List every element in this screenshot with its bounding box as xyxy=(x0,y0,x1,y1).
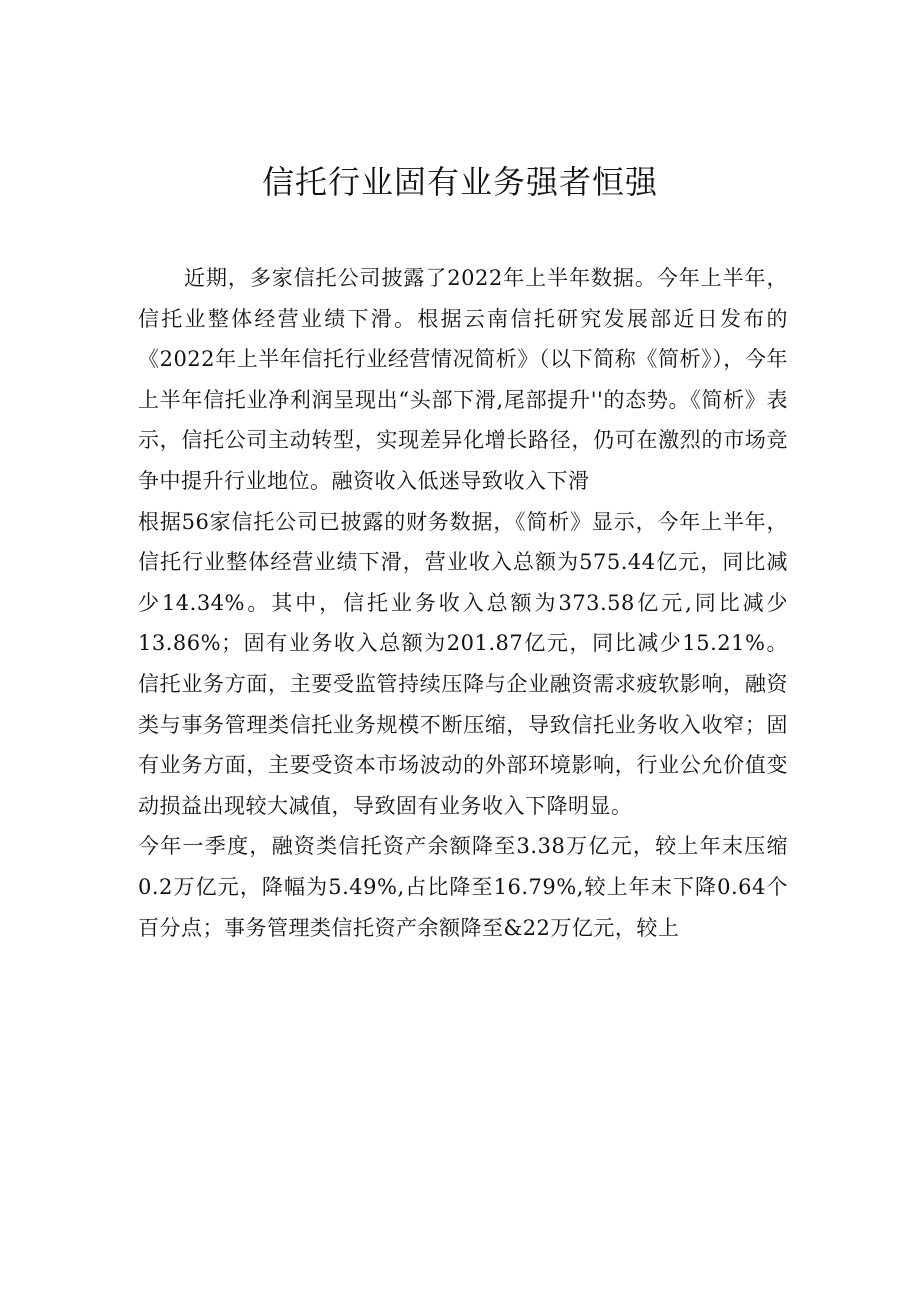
document-title: 信托行业固有业务强者恒强 xyxy=(261,163,658,201)
paragraph-revenue: 根据56家信托公司已披露的财务数据，《简析》显示，今年上半年，信托行业整体经营业绩下滑，营业收入总额为575.44亿元，同比减少14.34%。其中，信托业务收入总额为373.58亿元,同比减少13.86%；固有业务收入总额为201.87亿元，同比减少15.21%。信托业务方面，主要受监管持续压降与企业融资需求疲软影响，融资类与事务管理类信托业务规模不断压缩，导致信托业务收入收窄；固有业务方面，主要受资本市场波动的外部环境影响，行业公允价值变动损益出现较大减值，导致固有业务收入下降明显。 xyxy=(138,509,788,818)
paragraph-intro: 近期，多家信托公司披露了2022年上半年数据。今年上半年，信托业整体经营业绩下滑。根据云南信托研究发展部近日发布的《2022年上半年信托行业经营情况简析》（以下简称《简析》），今年上半年信托业净利润呈现出“头部下滑,尾部提升''的态势。《简析》表示，信托公司主动转型，实现差异化增长路径，仍可在激烈的市场竞争中提升行业地位。融资收入低迷导致收入下滑 xyxy=(138,266,788,493)
paragraph-q1-assets: 今年一季度，融资类信托资产余额降至3.38万亿元，较上年末压缩0.2万亿元，降幅为5.49%,占比降至16.79%,较上年末下降0.64个百分点；事务管理类信托资产余额降至&22万亿元，较上 xyxy=(138,834,788,940)
document-body xyxy=(138,258,788,948)
